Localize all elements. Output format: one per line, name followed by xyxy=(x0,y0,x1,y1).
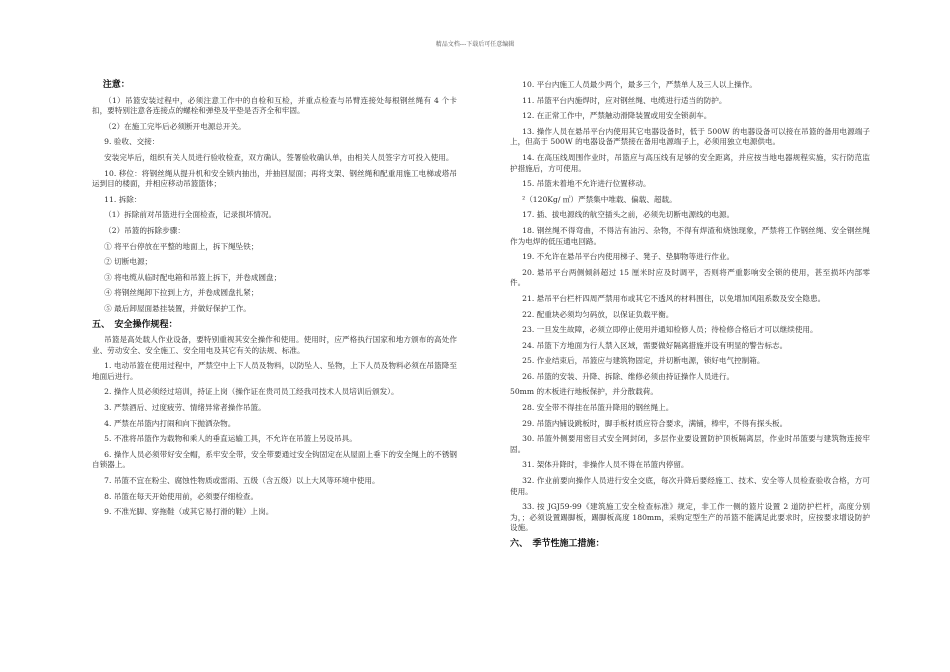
paragraph: 33. 按 JGJ59-99《建筑施工安全检查标准》规定，非工作一侧的篮片设置 2 道防护栏杆，高度分别为，；必须设置踢脚板，踢脚板高度 180mm，采购定型生产的吊篮不能满足此要求时，应按要求增设防护设施。 xyxy=(510,502,870,533)
paragraph: 10. 移位：将钢丝绳从提升机和安全锁内抽出，并抽回屋面；再将支架、钢丝绳和配重用施工电梯或塔吊运到目的楼面，并相应移动吊篮篮体； xyxy=(92,168,457,189)
paragraph: 23. 一旦发生故障，必须立即停止使用并通知检修人员；待检修合格后才可以继续使用。 xyxy=(522,325,818,335)
paragraph: 6. 操作人员必须带好安全帽，系牢安全带，安全带要通过安全钩固定在从屋面上垂下的安全绳上的不锈钢自锁器上。 xyxy=(92,449,457,470)
section-heading-5: 五、 安全操作规程： xyxy=(92,319,178,330)
paragraph: 12. 在正常工作中，严禁触动滑降装置或用安全锁刹车。 xyxy=(522,111,712,121)
paragraph: 11. 吊篮平台内施焊时，应对钢丝绳、电缆进行适当的防护。 xyxy=(522,95,727,105)
paragraph: 7. 吊篮不宜在粉尘、腐蚀性物质或雷雨、五级（含五级）以上大风等环境中使用。 xyxy=(104,476,380,486)
right-column xyxy=(510,80,870,555)
paragraph: 10. 平台内施工人员最少两个，最多三个，严禁单人及三人以上操作。 xyxy=(522,80,757,89)
paragraph: 31. 架体升降时，非操作人员不得在吊篮内停留。 xyxy=(522,460,689,470)
paragraph: （2）吊篮的拆除步骤： xyxy=(104,225,185,235)
paragraph: 24. 吊篮下方地面为行人禁入区域，需要做好隔离措施并设有明显的警告标志。 xyxy=(522,340,788,350)
paragraph: 22. 配重块必须均匀码放，以保证负载平衡。 xyxy=(522,309,674,319)
paragraph: （1）吊篮安装过程中，必须注意工作中的自检和互检，并重点检查与吊臂连接处每根钢丝绳有 4 个卡扣，要特别注意各连接点的螺栓和弹垫及平垫是否齐全和牢固。 xyxy=(92,95,457,116)
paragraph: 50mm 的木板进行地板保护，并分散载荷。 xyxy=(510,387,658,397)
list-item: ② 切断电源； xyxy=(104,257,153,267)
paragraph: 29. 吊篮内铺设跳板时，脚手板材质应符合要求，满铺，棒牢，不得有探头板。 xyxy=(522,418,788,428)
paragraph: 2. 操作人员必须经过培训，持证上岗（操作证在贵司员工经我司技术人员培训后颁发）。 xyxy=(104,387,399,397)
paragraph: 安装完毕后，组织有关人员进行验收检查，双方确认，签署验收确认单，由相关人员签字方可投入使用。 xyxy=(104,152,454,162)
paragraph: 18. 钢丝绳不得弯曲，不得沾有油污、杂物，不得有焊渣和烧蚀现象，严禁将工作钢丝绳、安全钢丝绳作为电焊的低压通电回路。 xyxy=(510,225,870,246)
paragraph: ²（120Kg/ ㎡）严禁集中堆载、偏载、超载。 xyxy=(522,194,677,204)
paragraph: 13. 操作人员在悬吊平台内使用其它电器设备时，低于 500W 的电器设备可以接在吊篮的备用电源端子上，但高于 500W 的电器设备严禁接在备用电源端子上，必须用独立电源供电。 xyxy=(510,126,870,147)
paragraph: 1. 电动吊篮在使用过程中，严禁空中上下人员及物料，以防坠人、坠物，上下人员及物料必须在吊篮降至地面后进行。 xyxy=(92,361,457,381)
paragraph: 32. 作业前要向操作人员进行安全交底，每次升降后要经施工、技术、安全等人员检查验收合格，方可使用。 xyxy=(510,476,870,496)
note-heading: 注意： xyxy=(102,80,130,90)
list-item: ① 将平台停放在平整的地面上，拆下绳坠铁； xyxy=(104,241,259,251)
paragraph: 17. 插、拔电源线的航空插头之前，必须先切断电源线的电源。 xyxy=(522,210,735,220)
paragraph: 19. 不允许在悬吊平台内使用梯子、凳子、垫脚物等进行作业。 xyxy=(522,252,735,262)
paragraph: 4. 严禁在吊篮内打闹和向下抛洒杂物。 xyxy=(104,418,236,428)
left-column xyxy=(92,80,457,523)
paragraph: 20. 悬吊平台两侧倾斜超过 15 厘米时应及时调平，否则将严重影响安全锁的使用，甚至损坏内部零件。 xyxy=(510,267,870,288)
paragraph: 21. 悬吊平台栏杆四周严禁用布或其它不透风的材料围住，以免增加风阻系数及安全隐患。 xyxy=(522,293,826,303)
paragraph: 26. 吊篮的安装、升降、拆除、维修必须由持证操作人员进行。 xyxy=(522,371,735,381)
paragraph: 28. 安全带不得挂在吊篮升降用的钢丝绳上。 xyxy=(522,403,674,413)
paragraph: 15. 吊篮未着地不允许进行位置移动。 xyxy=(522,179,651,189)
paragraph: 30. 吊篮外侧要用密目式安全网封闭，多层作业要设置防护顶板隔离层，作业时吊篮要与建筑物连接牢固。 xyxy=(510,434,870,454)
paragraph: 14. 在高压线周围作业时，吊篮应与高压线有足够的安全距离，并应按当地电器规程实施，实行防范监护措施后，方可使用。 xyxy=(510,152,870,173)
paragraph: 5. 不准将吊篮作为载物和乘人的垂直运输工具，不允许在吊篮上另设吊具。 xyxy=(104,434,357,444)
paragraph: 吊篮是高处载人作业设备，要特别重视其安全操作和使用。使用时，应严格执行国家和地方颁布的高处作业、劳动安全、安全施工、安全用电及其它有关的法规、标准。 xyxy=(92,335,457,355)
section-heading-6: 六、 季节性施工措施： xyxy=(510,539,605,549)
paragraph: 8. 吊篮在每天开始使用前，必须要仔细检查。 xyxy=(104,491,259,501)
paragraph: （1）拆除前对吊篮进行全面检查，记录损坏情况。 xyxy=(104,210,277,220)
page-header: 精品文档---下载后可任意编辑 xyxy=(435,41,515,48)
paragraph: 11. 拆除： xyxy=(104,194,142,204)
paragraph: 3. 严禁酒后、过度疲劳、情绪异常者操作吊篮。 xyxy=(104,403,266,413)
paragraph: 25. 作业结束后，吊篮应与建筑物固定，并切断电源，锁好电气控制箱。 xyxy=(522,356,765,366)
paragraph: （2）在施工完毕后必须断开电源总开关。 xyxy=(104,121,246,131)
paragraph: 9. 不准光脚、穿拖鞋（或其它易打滑的鞋）上岗。 xyxy=(104,507,274,517)
list-item: ④ 将钢丝绳卸下拉到上方，并卷成圆盘扎紧； xyxy=(104,288,259,298)
paragraph: 9. 验收、交接： xyxy=(104,137,160,147)
list-item: ③ 将电缆从临时配电箱和吊篮上拆下，并卷成圆盘； xyxy=(104,272,282,282)
list-item: ⑤ 最后卸屋面悬挂装置，并做好保护工作。 xyxy=(104,303,251,313)
